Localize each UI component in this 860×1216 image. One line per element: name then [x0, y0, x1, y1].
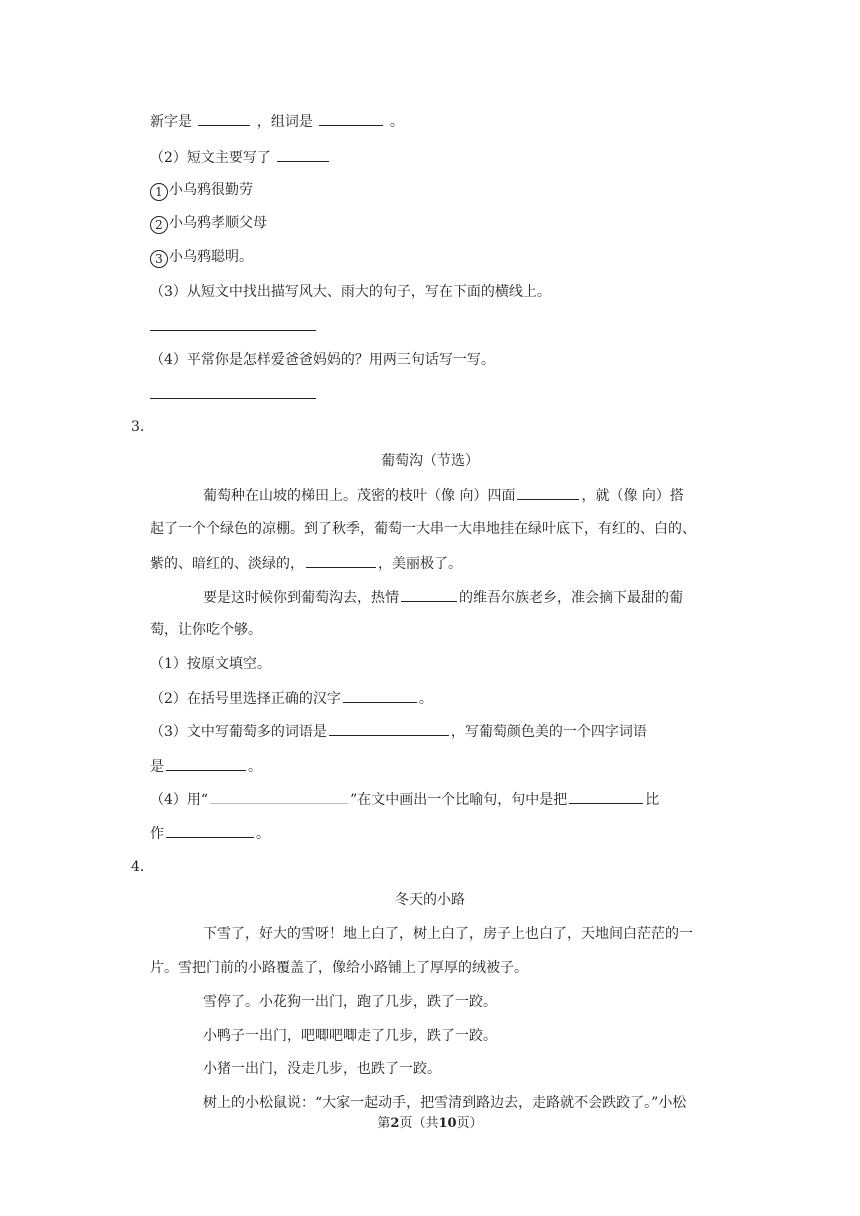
- answer-blank[interactable]: [319, 111, 383, 126]
- passage-line: 雪停了。小花狗一出门，跑了几步，跌了一跤。: [203, 994, 497, 1010]
- answer-blank[interactable]: [569, 789, 643, 804]
- passage-text: ，美丽极了。: [378, 556, 462, 572]
- answer-line[interactable]: [150, 330, 316, 331]
- option-1: [150, 180, 253, 201]
- answer-line[interactable]: [150, 398, 316, 399]
- answer-blank[interactable]: [198, 111, 250, 126]
- passage-line: 片。雪把门前的小路覆盖了，像给小路铺上了厚厚的绒被子。: [150, 960, 528, 976]
- q3-sub3-cont: [150, 756, 262, 777]
- passage-line: 萄，让你吃个够。: [150, 622, 262, 638]
- q3-text: 。: [418, 691, 433, 707]
- circled-number: 3: [150, 250, 168, 268]
- option-2: [150, 213, 267, 234]
- option-3: [150, 247, 253, 268]
- q3-sub2: [150, 688, 433, 709]
- q3-text: 。: [248, 759, 262, 775]
- page-total: 10: [438, 1116, 457, 1131]
- passage-text: ，就（像 向）搭: [581, 488, 684, 504]
- q2-sub2: [150, 147, 331, 168]
- q3-text: 比: [645, 792, 660, 808]
- q3-text: （4）用“: [150, 792, 209, 808]
- passage-text: 要是这时候你到葡萄沟去，热情: [203, 590, 399, 606]
- q2-text: 。: [389, 114, 404, 130]
- q2-sub2-text: （2）短文主要写了: [150, 150, 271, 166]
- question-number: 3．: [131, 419, 154, 435]
- underline-mark-sample: [210, 789, 348, 804]
- footer-text: 页）: [456, 1116, 483, 1131]
- option-text: 小乌鸦很勤劳: [169, 182, 253, 198]
- q3-sub4-cont: [150, 823, 270, 844]
- answer-blank[interactable]: [343, 688, 417, 703]
- answer-blank[interactable]: [329, 721, 449, 736]
- passage-line: 起了一个个绿色的凉棚。到了秋季，葡萄一大串一大串地挂在绿叶底下，有红的、白的、: [150, 521, 696, 537]
- option-text: 小乌鸦孝顺父母: [169, 215, 267, 231]
- passage-title: 葡萄沟（节选）: [381, 453, 479, 469]
- passage-text: 紫的、暗红的、淡绿的，: [150, 556, 304, 572]
- q3-text: （2）在括号里选择正确的汉字: [150, 691, 341, 707]
- passage-line: [203, 587, 683, 608]
- circled-number: 2: [150, 216, 168, 234]
- answer-blank[interactable]: [277, 147, 329, 162]
- passage-text: 葡萄种在山坡的梯田上。茂密的枝叶（像 向）四面: [203, 488, 516, 504]
- answer-blank[interactable]: [517, 485, 579, 500]
- answer-blank[interactable]: [306, 553, 376, 568]
- q3-text: ，写葡萄颜色美的一个四字词语: [450, 724, 647, 740]
- answer-blank[interactable]: [166, 756, 246, 771]
- q2-text: 新字是: [150, 114, 192, 130]
- q3-text: （3）文中写葡萄多的词语是: [150, 724, 327, 740]
- q2-text: ，组词是: [256, 114, 313, 130]
- q2-sub3: （3）从短文中找出描写风大、雨大的句子，写在下面的横线上。: [150, 284, 551, 300]
- q3-text: ”在文中画出一个比喻句，句中是把: [350, 792, 568, 808]
- passage-text: 的维吾尔族老乡，准会摘下最甜的葡: [459, 590, 683, 606]
- answer-blank[interactable]: [166, 823, 254, 838]
- q3-sub4: [150, 789, 659, 810]
- answer-blank[interactable]: [401, 587, 457, 602]
- q3-text: 是: [150, 759, 164, 775]
- passage-line: 小鸭子一出门，吧唧吧唧走了几步，跌了一跤。: [203, 1028, 497, 1044]
- question-number: 4．: [131, 859, 154, 875]
- page-footer: [0, 1112, 860, 1131]
- passage-line: 小猪一出门，没走几步，也跌了一跤。: [203, 1061, 441, 1077]
- passage-line: [150, 553, 462, 574]
- page-number: 2: [390, 1116, 400, 1131]
- footer-text: 第: [377, 1116, 391, 1131]
- q3-sub1: （1）按原文填空。: [150, 656, 271, 672]
- passage-line: 下雪了，好大的雪呀！地上白了，树上白了，房子上也白了，天地间白茫茫的一: [203, 926, 693, 942]
- q3-sub3: [150, 721, 647, 742]
- q3-text: 。: [256, 826, 270, 842]
- q3-text: 作: [150, 826, 164, 842]
- circled-number: 1: [150, 183, 168, 201]
- footer-text: 页（共: [399, 1116, 439, 1131]
- passage-line: [203, 485, 684, 506]
- passage-line: 树上的小松鼠说：“大家一起动手，把雪清到路边去，走路就不会跌跤了。”小松: [203, 1095, 687, 1111]
- option-text: 小乌鸦聪明。: [169, 249, 253, 265]
- passage-title: 冬天的小路: [395, 892, 465, 908]
- q2-line-new-char: [150, 111, 404, 132]
- q2-sub4: （4）平常你是怎样爱爸爸妈妈的？用两三句话写一写。: [150, 352, 495, 368]
